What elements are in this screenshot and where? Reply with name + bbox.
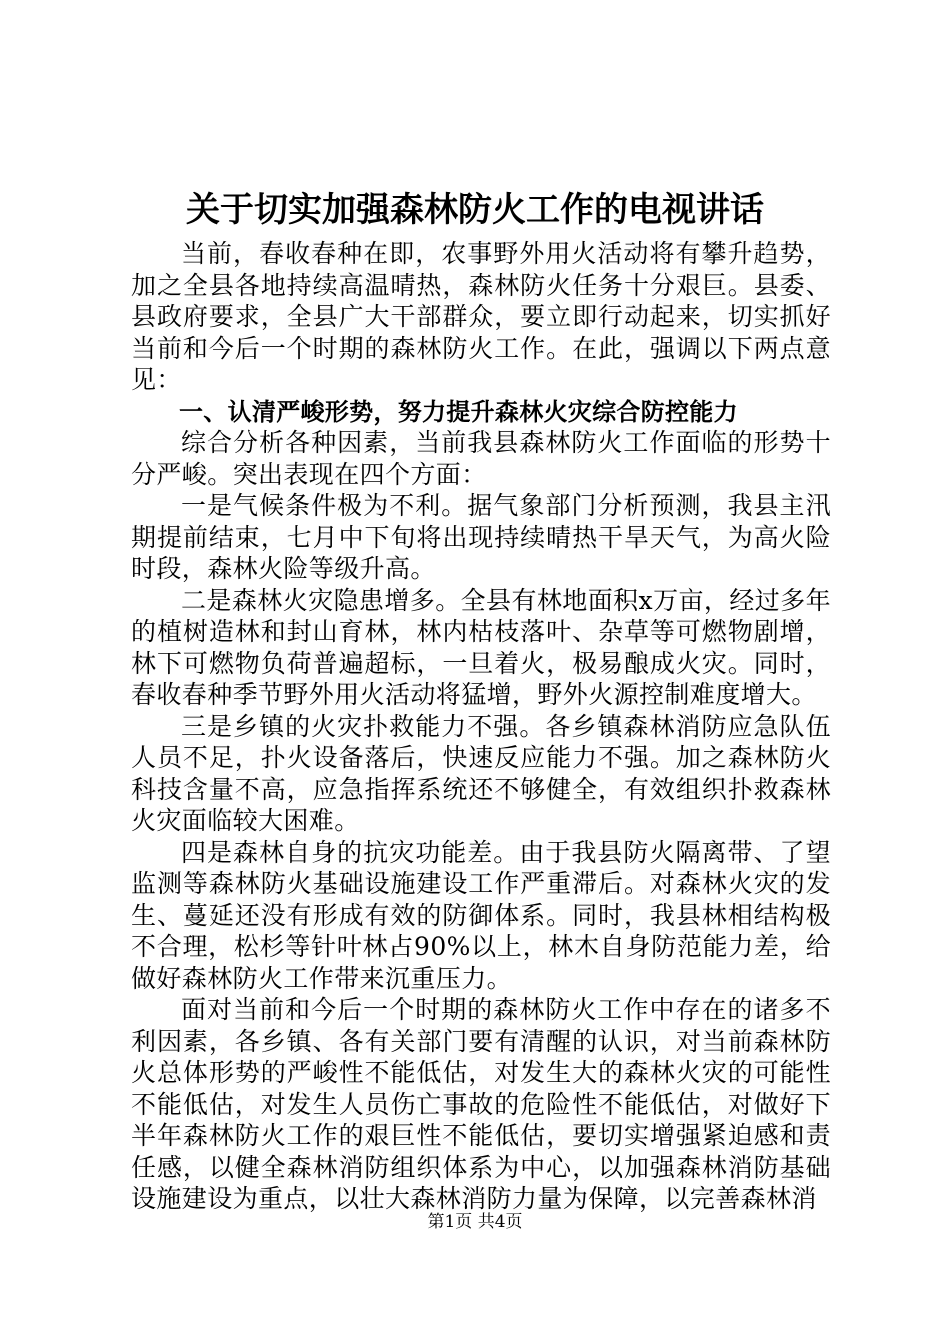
paragraph-point-2: 二是森林火灾隐患增多。全县有林地面积x万亩，经过多年的植树造林和封山育林，林内枯枝落叶、杂草等可燃物剧增，林下可燃物负荷普遍超标，一旦着火，极易酿成火灾。同时，春收春种季节野外用火活动将猛增，野外火源控制难度增大。	[131, 585, 831, 709]
paragraph-point-4: 四是森林自身的抗灾功能差。由于我县防火隔离带、了望监测等森林防火基础设施建设工作严重滞后。对森林火灾的发生、蔓延还没有形成有效的防御体系。同时，我县林相结构极不合理，松杉等针叶林占90%以上，林木自身防范能力差，给做好森林防火工作带来沉重压力。	[131, 837, 831, 993]
paragraph-point-3: 三是乡镇的火灾扑救能力不强。各乡镇森林消防应急队伍人员不足，扑火设备落后，快速反应能力不强。加之森林防火科技含量不高，应急指挥系统还不够健全，有效组织扑救森林火灾面临较大困难。	[131, 711, 831, 835]
section-heading: 一、认清严峻形势，努力提升森林火灾综合防控能力	[179, 396, 738, 426]
paragraph-intro: 当前，春收春种在即，农事野外用火活动将有攀升趋势，加之全县各地持续高温晴热，森林防火任务十分艰巨。县委、县政府要求，全县广大干部群众，要立即行动起来，切实抓好当前和今后一个时期的森林防火工作。在此，强调以下两点意见：	[131, 239, 831, 394]
document-title: 关于切实加强森林防火工作的电视讲话	[186, 190, 764, 230]
page-number-footer: 第1页 共4页	[427, 1212, 523, 1232]
document-body	[131, 238, 831, 1215]
paragraph-point-1: 一是气候条件极为不利。据气象部门分析预测，我县主汛期提前结束，七月中下旬将出现持续晴热干旱天气，为高火险时段，森林火险等级升高。	[131, 491, 831, 583]
paragraph-conclusion: 面对当前和今后一个时期的森林防火工作中存在的诸多不利因素，各乡镇、各有关部门要有清醒的认识，对当前森林防火总体形势的严峻性不能低估，对发生大的森林火灾的可能性不能低估，对发生人员伤亡事故的危险性不能低估，对做好下半年森林防火工作的艰巨性不能低估，要切实增强紧迫感和责任感，以健全森林消防组织体系为中心，以加强森林消防基础设施建设为重点，以壮大森林消防力量为保障，以完善森林消	[131, 995, 831, 1213]
paragraph-analysis: 综合分析各种因素，当前我县森林防火工作面临的形势十分严峻。突出表现在四个方面：	[131, 428, 831, 489]
